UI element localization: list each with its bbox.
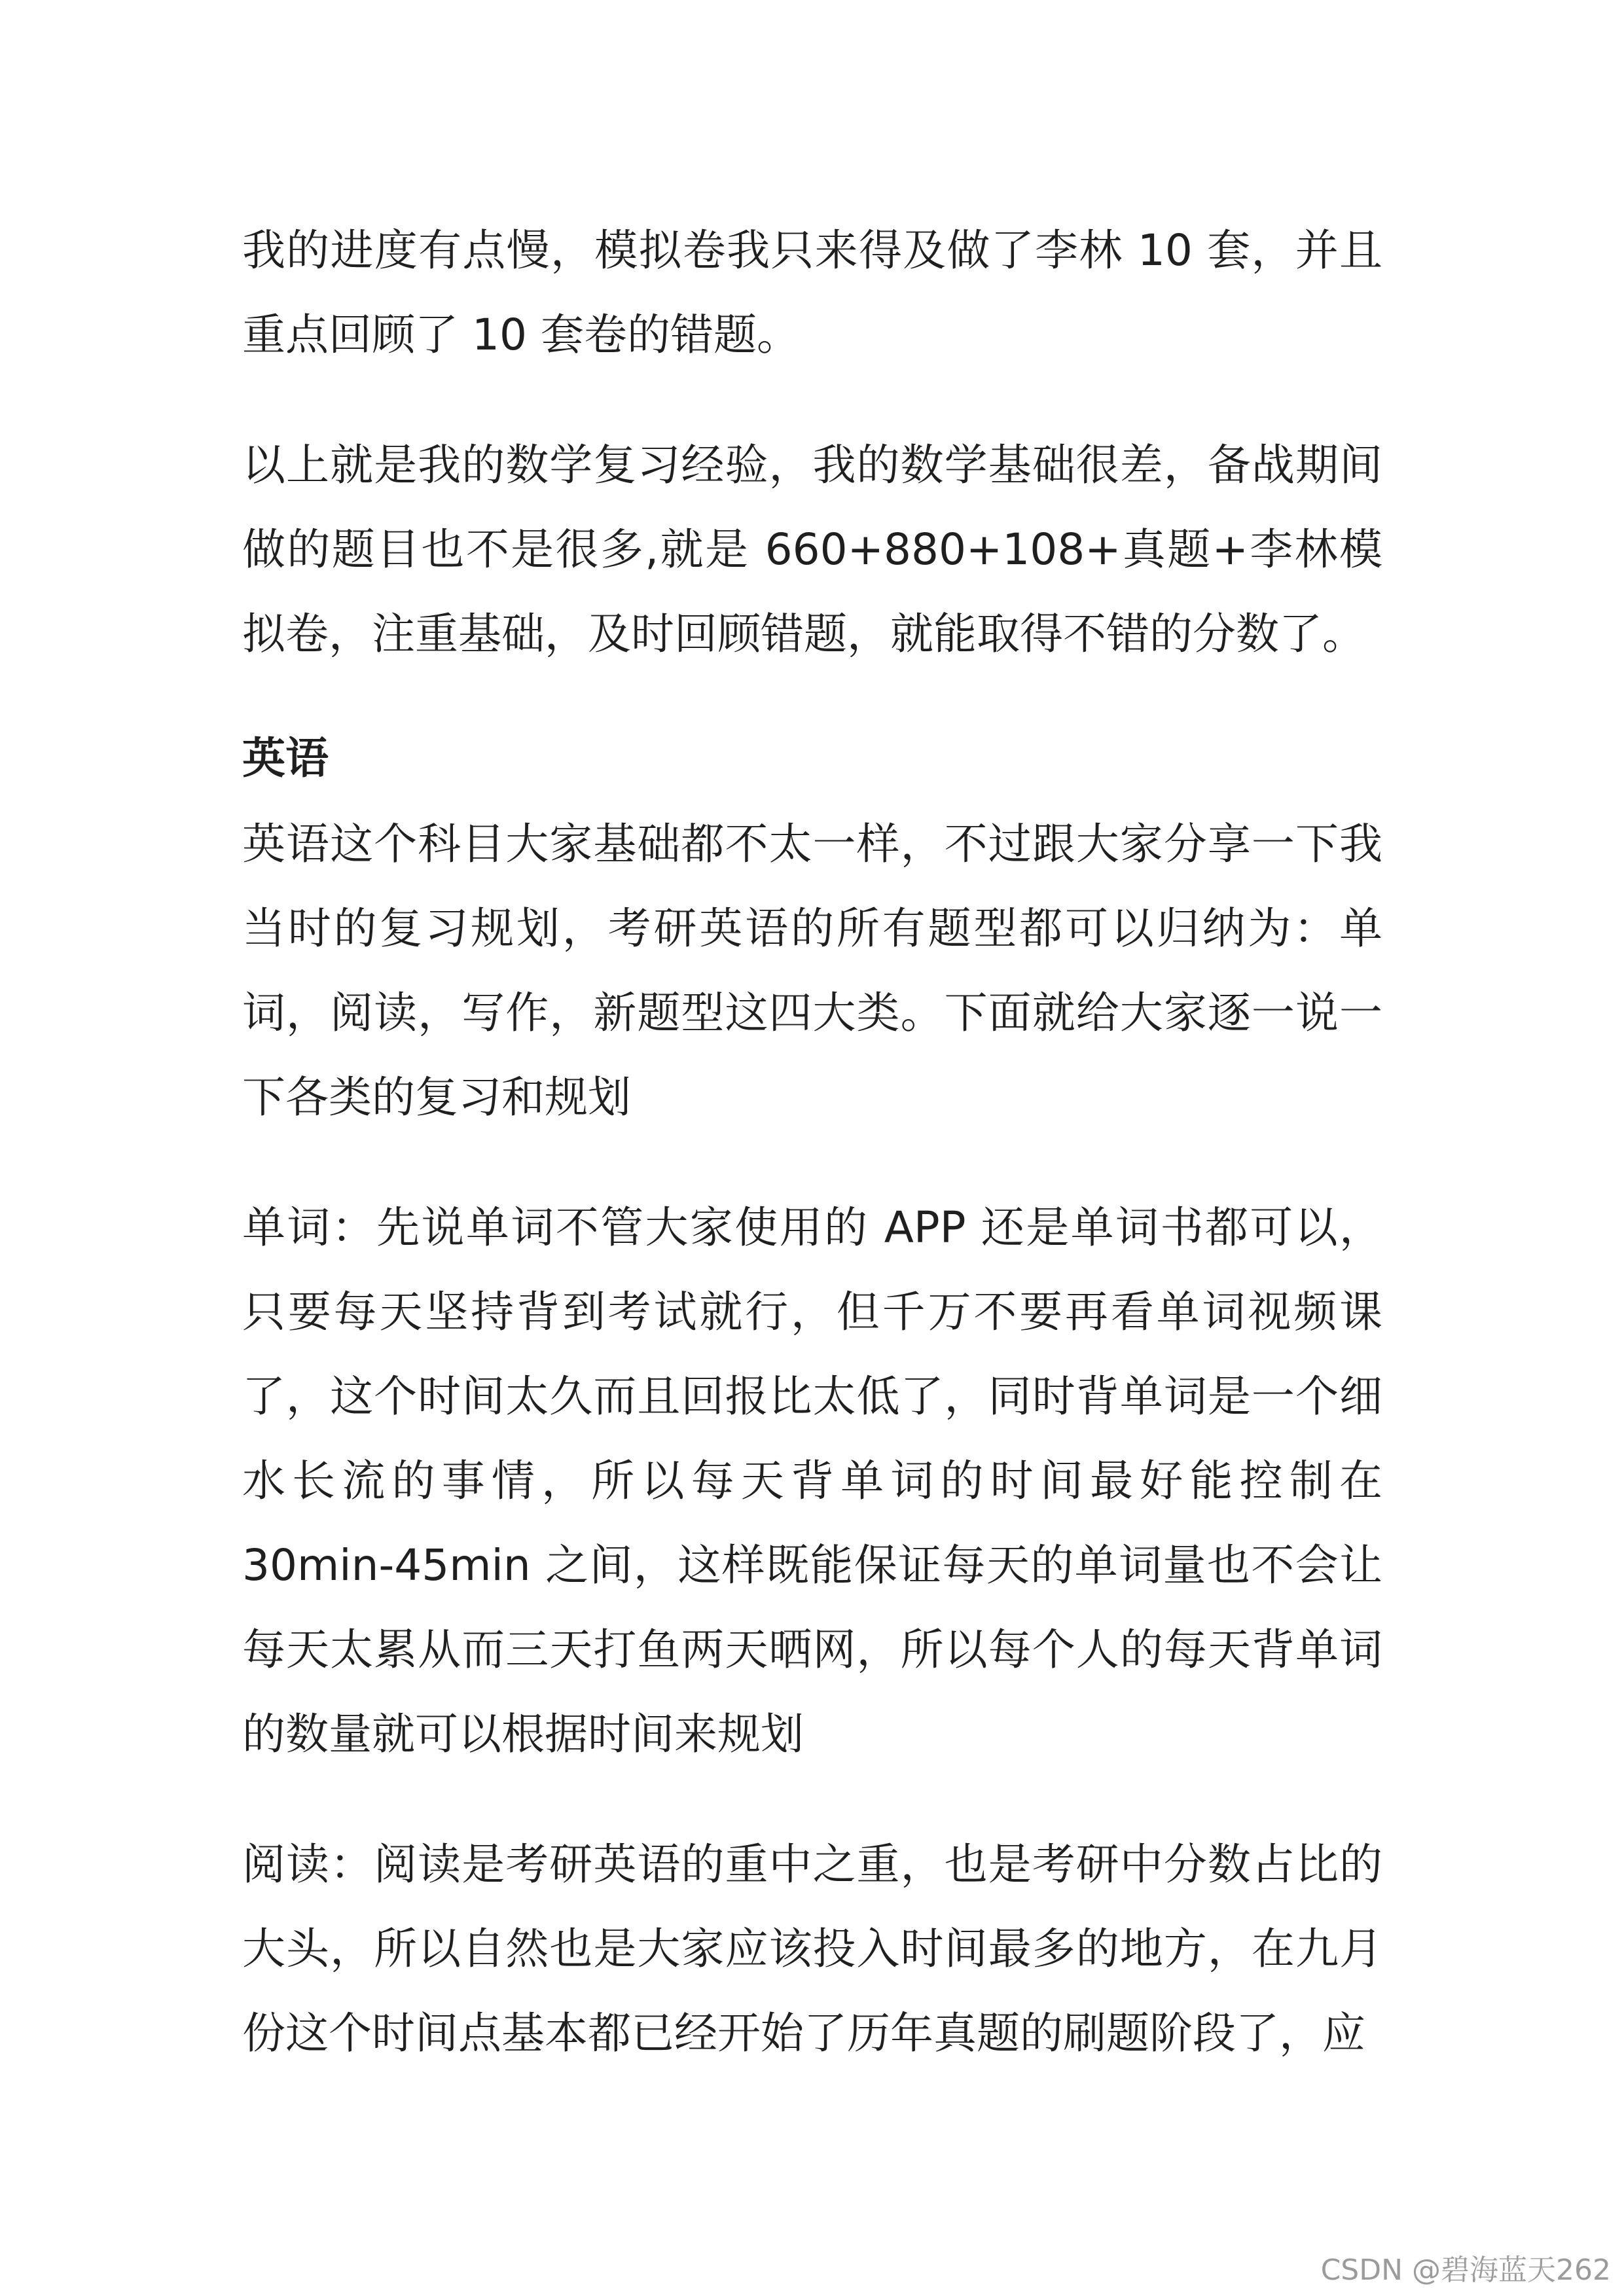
paragraph-english-intro: 英语这个科目大家基础都不太一样，不过跟大家分享一下我当时的复习规划，考研英语的所有题型都可以归纳为：单词，阅读，写作，新题型这四大类。下面就给大家逐一说一下各类的复习和规划 xyxy=(242,819,1382,1122)
paragraph-vocabulary: 单词：先说单词不管大家使用的 APP 还是单词书都可以，只要每天坚持背到考试就行，但千万不要再看单词视频课了，这个时间太久而且回报比太低了，同时背单词是一个细水长流的事情，所以每天背单词的时间最好能控制在 30min-45min 之间，这样既能保证每天的单词量也不会让每天太累从而三天打鱼两天晒网，所以每个人的每天背单词的数量就可以根据时间来规划 xyxy=(242,1202,1382,1759)
document-page xyxy=(242,208,1382,2121)
section-heading-english: 英语 xyxy=(242,733,329,783)
paragraph-math-summary: 以上就是我的数学复习经验，我的数学基础很差，备战期间做的题目也不是很多,就是 660+880+108+真题+李林模拟卷，注重基础，及时回顾错题，就能取得不错的分数了。 xyxy=(242,440,1382,659)
paragraph-progress: 我的进度有点慢，模拟卷我只来得及做了李林 10 套，并且重点回顾了 10 套卷的错题。 xyxy=(242,225,1382,360)
csdn-watermark: CSDN @碧海蓝天262 xyxy=(1320,2253,1611,2287)
paragraph-reading: 阅读：阅读是考研英语的重中之重，也是考研中分数占比的大头，所以自然也是大家应该投入时间最多的地方，在九月份这个时间点基本都已经开始了历年真题的刷题阶段了，应 xyxy=(242,1839,1382,2058)
